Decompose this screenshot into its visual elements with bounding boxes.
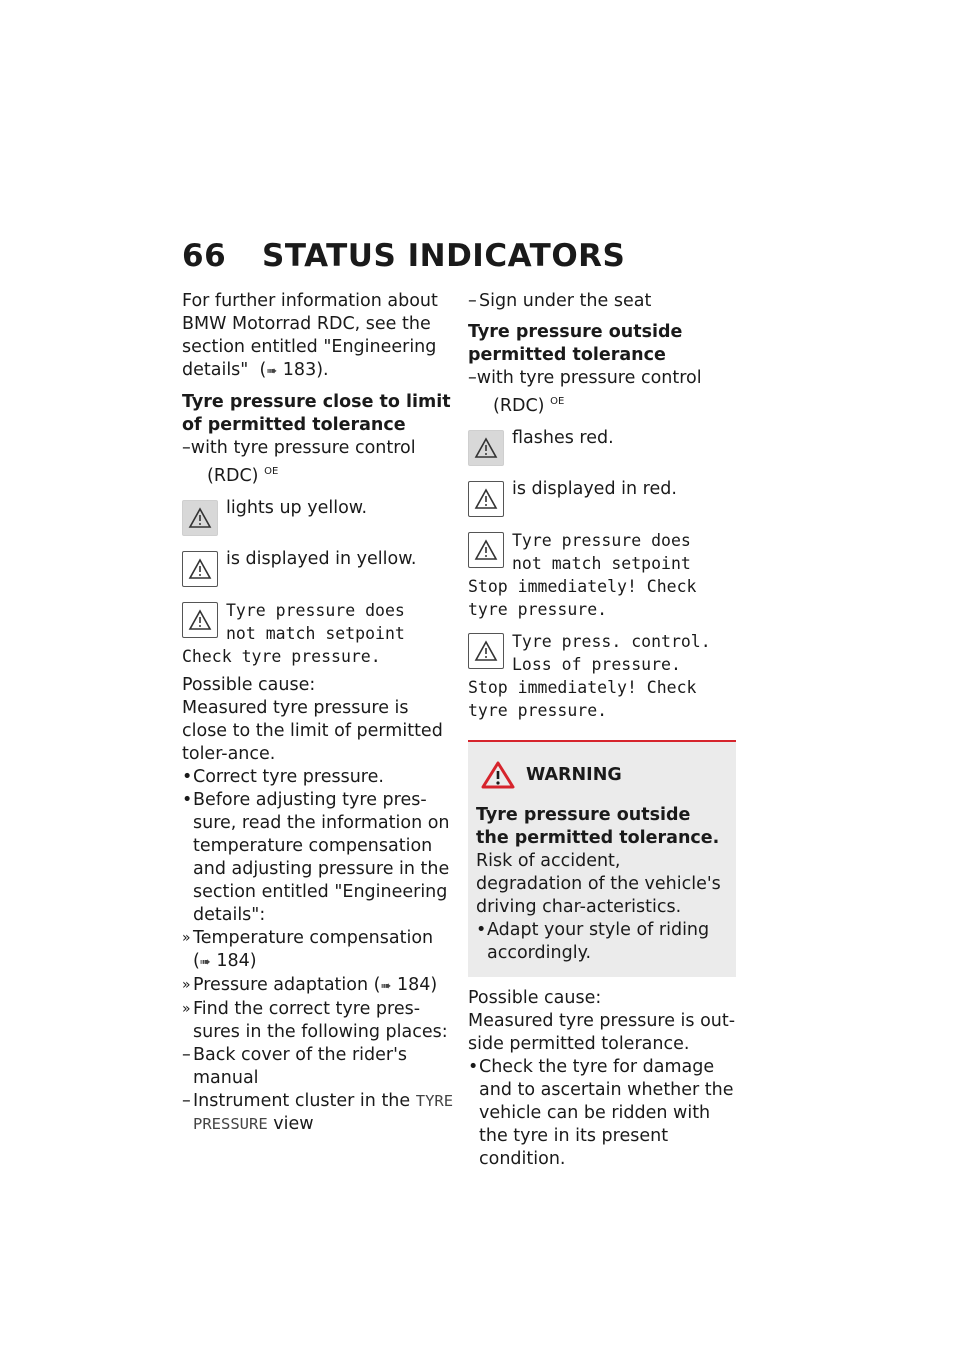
warning-title: Tyre pressure outside the permitted tolerance. <box>476 805 720 848</box>
warning-text: Risk of accident, degradation of the vehicle's driving char-acteristics. <box>476 851 721 917</box>
dash-item: – Instrument cluster in the TYRE PRESSURE view <box>182 1090 454 1136</box>
warning-triangle-icon <box>468 481 506 519</box>
link-item[interactable]: » Temperature compensation (➠ 184) <box>182 927 454 974</box>
indicator-row-display-red <box>468 478 740 520</box>
page-number: 66 <box>182 238 227 274</box>
warning-bullet: • Adapt your style of riding accordingly. <box>476 919 728 965</box>
bullet-item: • Check the tyre for damage and to ascertain whether the vehicle can be ridden with the tyre in its present condition. <box>468 1056 740 1171</box>
warning-triangle-filled-icon <box>182 500 220 538</box>
display-message-line: tyre pressure. <box>468 600 608 619</box>
indicator-row-message-2 <box>468 529 740 621</box>
warning-triangle-red-icon <box>480 760 516 790</box>
intro-paragraph: For further information about BMW Motorrad RDC, see the section entitled "Engineering details" (➠ 183). <box>182 291 438 380</box>
indicator-row-general-yellow <box>182 497 454 539</box>
indicator-row-display-yellow <box>182 548 454 590</box>
bullet-item: • Before adjusting tyre pres-sure, read the information on temperature compensation and adjusting pressure in the section entitled "Engineering details": <box>182 789 454 927</box>
display-message-line: Check tyre pressure. <box>182 647 381 666</box>
indicator-row-message-1 <box>182 599 454 668</box>
dash-item: – Sign under the seat <box>468 290 740 313</box>
indicator-row-message-3 <box>468 630 740 722</box>
link-item[interactable]: » Find the correct tyre pres-sures in the following places: <box>182 998 454 1044</box>
display-message-line: tyre pressure. <box>468 701 608 720</box>
page-title: STATUS INDICATORS <box>262 238 626 274</box>
left-column <box>182 290 454 1136</box>
warning-triangle-filled-icon <box>468 430 506 468</box>
warning-triangle-icon <box>182 551 220 589</box>
warning-heading <box>480 760 728 790</box>
display-message-line: Tyre pressure does <box>512 531 691 550</box>
xref-arrow-icon: ➠ <box>266 364 278 379</box>
warning-triangle-icon <box>468 532 506 570</box>
section-heading: Tyre pressure outside permitted tolerance <box>468 322 683 365</box>
condition-line: –with tyre pressure control (RDC) $^{OE}$ <box>182 438 416 486</box>
display-message-line: Tyre press. control. <box>512 632 711 651</box>
possible-cause-label: Possible cause: <box>182 675 316 695</box>
link-item[interactable]: » Pressure adaptation (➠ 184) <box>182 974 454 998</box>
cause-text: Measured tyre pressure is close to the limit of permitted toler-ance. <box>182 698 443 764</box>
display-message-line: Tyre pressure does <box>226 601 405 620</box>
display-message-line: not match setpoint <box>512 554 691 573</box>
indicator-row-general-red <box>468 427 740 469</box>
page-header <box>182 238 625 274</box>
display-message-line: not match setpoint <box>226 624 405 643</box>
warning-triangle-icon <box>182 602 220 640</box>
section-heading: Tyre pressure close to limit of permitted tolerance <box>182 392 451 435</box>
display-message-line: Stop immediately! Check <box>468 577 697 596</box>
bullet-item: • Correct tyre pressure. <box>182 766 454 789</box>
indicator-text: is displayed in red. <box>512 479 677 499</box>
intro-ref[interactable]: 183). <box>282 360 329 380</box>
dash-item: – Back cover of the rider's manual <box>182 1044 454 1090</box>
indicator-text: flashes red. <box>512 428 614 448</box>
condition-line: –with tyre pressure control (RDC) $^{OE}$ <box>468 368 702 416</box>
xref-arrow-icon: ➠ <box>199 955 211 970</box>
display-message-line: Stop immediately! Check <box>468 678 697 697</box>
warning-triangle-icon <box>468 633 506 671</box>
xref-arrow-icon: ➠ <box>380 979 392 994</box>
possible-cause-label: Possible cause: <box>468 988 602 1008</box>
right-column <box>468 290 740 1171</box>
indicator-text: lights up yellow. <box>226 498 368 518</box>
display-message-line: Loss of pressure. <box>512 655 681 674</box>
indicator-text: is displayed in yellow. <box>226 549 417 569</box>
warning-label: WARNING <box>526 764 622 785</box>
warning-box <box>468 740 736 977</box>
cause-text: Measured tyre pressure is out-side permitted tolerance. <box>468 1011 736 1054</box>
